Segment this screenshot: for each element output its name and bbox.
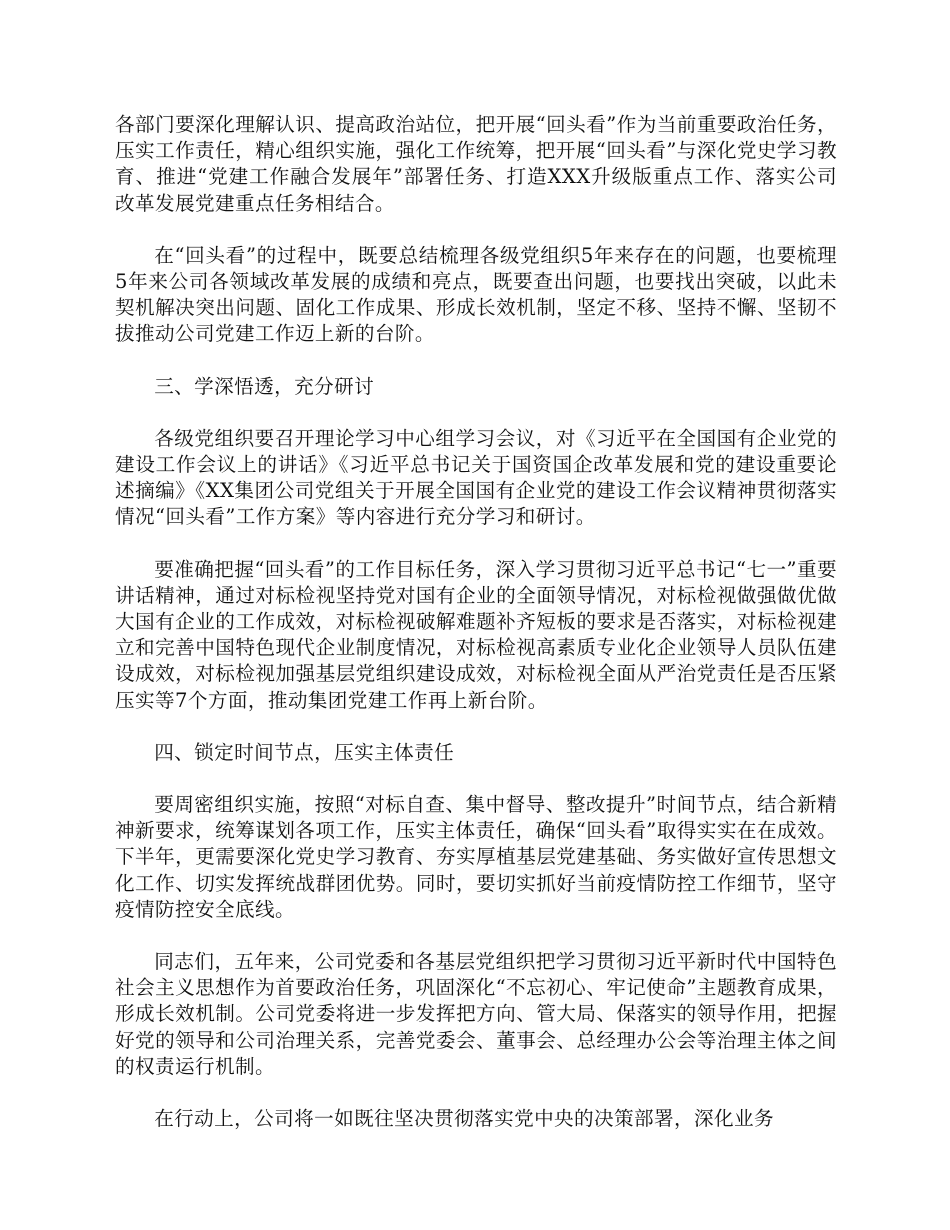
paragraph-4: 各级党组织要召开理论学习中心组学习会议，对《习近平在全国国有企业党的建设工作会议上的讲话》《习近平总书记关于国资国企改革发展和党的建设重要论述摘编》《XX集团公司党组关于开展全国国有企业党的建设工作会议精神贯彻落实情况“回头看”工作方案》等内容进行充分学习和研讨。	[115, 426, 837, 529]
paragraph-gap	[115, 1080, 837, 1106]
section-heading-4: 四、锁定时间节点，压实主体责任	[154, 740, 455, 764]
paragraph-gap	[115, 217, 837, 243]
paragraph-gap	[115, 714, 837, 740]
paragraph-1: 各部门要深化理解认识、提高政治站位，把开展“回头看”作为当前重要政治任务，压实工作责任，精心组织实施，强化工作统筹，把开展“回头看”与深化党史学习教育、推进“党建工作融合发展年”部署任务、打造XXX升级版重点工作、落实公司改革发展党建重点任务相结合。	[115, 113, 837, 215]
paragraph-8: 同志们，五年来，公司党委和各基层党组织把学习贯彻习近平新时代中国特色社会主义思想作为首要政治任务，巩固深化“不忘初心、牢记使命”主题教育成果，形成长效机制。公司党委将进一步发挥把方向、管大局、保落实的领导作用，把握好党的领导和公司治理关系，完善党委会、董事会、总经理办公会等治理主体之间的权责运行机制。	[115, 950, 837, 1078]
paragraph-9: 在行动上，公司将一如既往坚决贯彻落实党中央的决策部署，深化业务	[154, 1107, 774, 1131]
document-page	[115, 112, 837, 1132]
paragraph-5: 要准确把握“回头看”的工作目标任务，深入学习贯彻习近平总书记“七一”重要讲话精神，通过对标检视坚持党对国有企业的全面领导情况，对标检视做强做优做大国有企业的工作成效，对标检视破解难题补齐短板的要求是否落实，对标检视建立和完善中国特色现代企业制度情况，对标检视高素质专业化企业领导人员队伍建设成效，对标检视加强基层党组织建设成效，对标检视全面从严治党责任是否压紧压实等7个方面，推动集团党建工作再上新台阶。	[115, 557, 837, 712]
paragraph-gap	[115, 766, 837, 792]
paragraph-gap	[115, 531, 837, 557]
paragraph-gap	[115, 348, 837, 374]
paragraph-7: 要周密组织实施，按照“对标自查、集中督导、整改提升”时间节点，结合新精神新要求，统筹谋划各项工作，压实主体责任，确保“回头看”取得实实在在成效。下半年，更需要深化党史学习教育、夯实厚植基层党建基础、务实做好宣传思想文化工作、切实发挥统战群团优势。同时，要切实抓好当前疫情防控工作细节，坚守疫情防控安全底线。	[115, 793, 837, 921]
section-heading-3: 三、学深悟透，充分研讨	[154, 374, 375, 398]
paragraph-2: 在“回头看”的过程中，既要总结梳理各级党组织5年来存在的问题，也要梳理5年来公司各领域改革发展的成绩和亮点，既要查出问题，也要找出突破，以此未契机解决突出问题、固化工作成果、形成长效机制，坚定不移、坚持不懈、坚韧不拔推动公司党建工作迈上新的台阶。	[115, 243, 837, 346]
paragraph-gap	[115, 923, 837, 949]
paragraph-gap	[115, 400, 837, 426]
